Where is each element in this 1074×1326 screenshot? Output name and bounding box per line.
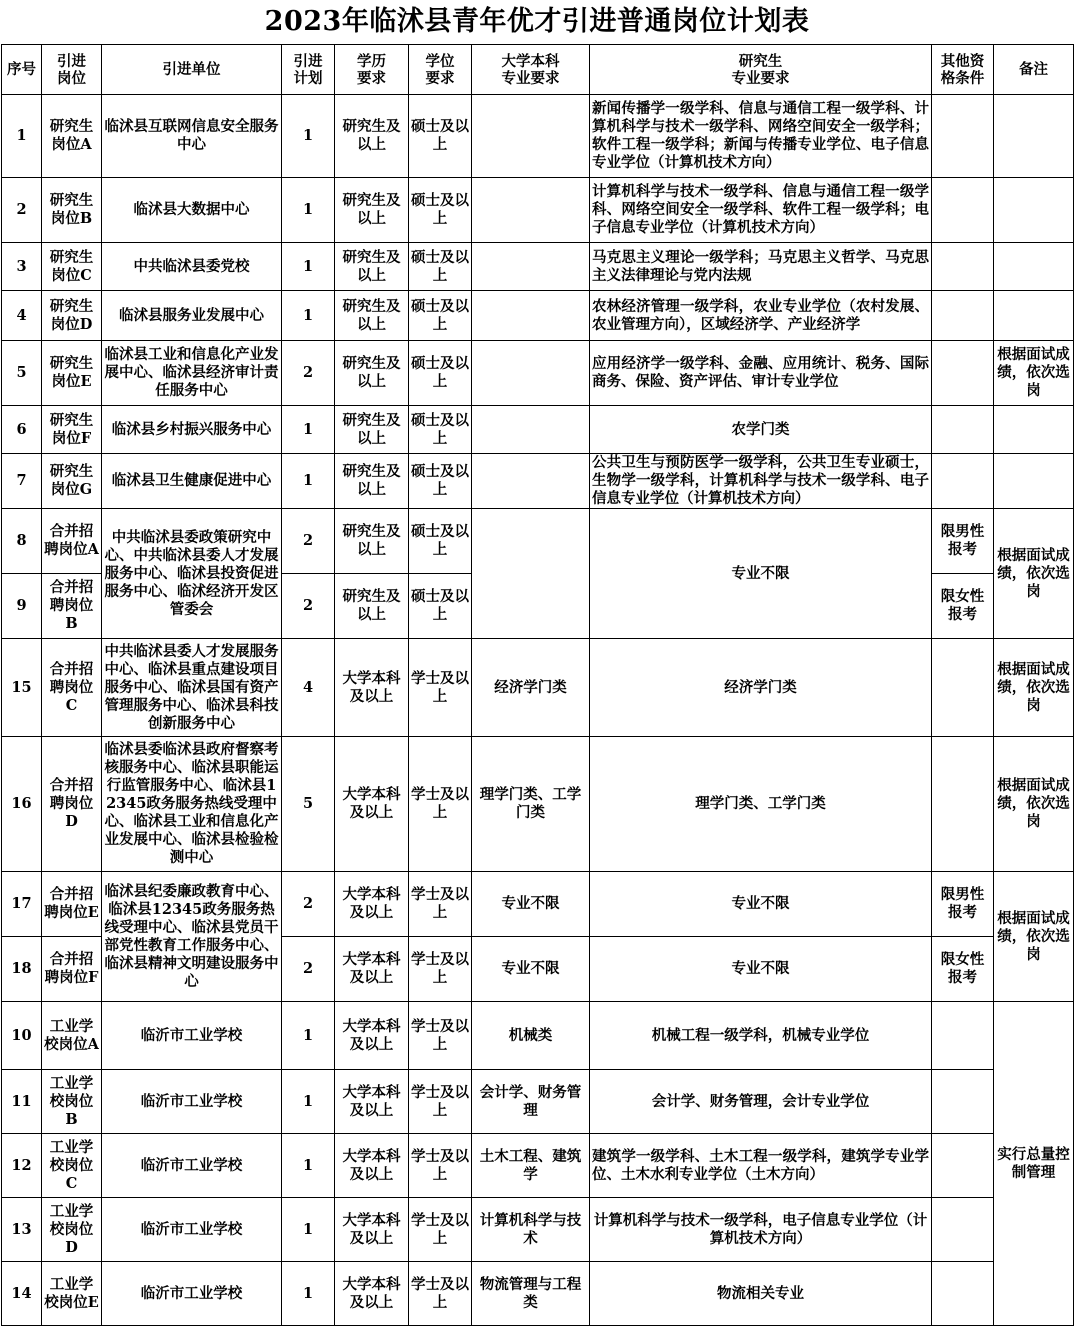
header-graduate: 研究生 专业要求 — [590, 45, 932, 95]
cell-plan: 1 — [282, 1262, 335, 1326]
cell-seq: 6 — [2, 406, 42, 454]
cell-seq: 11 — [2, 1070, 42, 1134]
cell-bachelor — [472, 406, 590, 454]
table-row — [2, 1262, 1074, 1326]
cell-degree: 学士及以上 — [409, 1134, 472, 1198]
cell-bachelor — [472, 95, 590, 178]
cell-unit: 临沭县服务业发展中心 — [102, 291, 282, 341]
cell-plan: 2 — [282, 937, 335, 1002]
cell-seq: 4 — [2, 291, 42, 341]
table-row — [2, 1002, 1074, 1070]
cell-other — [932, 95, 994, 178]
cell-other: 限男性报考 — [932, 872, 994, 937]
cell-unit: 临沂市工业学校 — [102, 1262, 282, 1326]
table-row — [2, 291, 1074, 341]
cell-seq: 5 — [2, 341, 42, 406]
cell-seq: 1 — [2, 95, 42, 178]
cell-unit: 临沭县委临沭县政府督察考核服务中心、临沭县职能运行监管服务中心、临沭县12345政务服务热线受理中心、临沭县工业和信息化产业发展中心、临沭县检验检测中心 — [102, 737, 282, 872]
cell-graduate: 公共卫生与预防医学一级学科，公共卫生专业硕士，生物学一级学科，计算机科学与技术一级学科、电子信息专业学位（计算机技术方向） — [590, 454, 932, 509]
cell-post: 研究生岗位D — [42, 291, 102, 341]
cell-other: 限男性报考 — [932, 509, 994, 574]
header-note: 备注 — [994, 45, 1074, 95]
cell-unit: 临沭县卫生健康促进中心 — [102, 454, 282, 509]
cell-graduate: 应用经济学一级学科、金融、应用统计、税务、国际商务、保险、资产评估、审计专业学位 — [590, 341, 932, 406]
cell-plan: 2 — [282, 872, 335, 937]
cell-post: 工业学校岗位D — [42, 1198, 102, 1262]
cell-edu: 研究生及以上 — [335, 178, 409, 243]
table-row — [2, 178, 1074, 243]
cell-degree: 学士及以上 — [409, 737, 472, 872]
table-row — [2, 95, 1074, 178]
cell-bachelor — [472, 509, 590, 639]
cell-post: 合并招聘岗位B — [42, 574, 102, 639]
cell-graduate: 专业不限 — [590, 872, 932, 937]
cell-post: 工业学校岗位C — [42, 1134, 102, 1198]
cell-note — [994, 291, 1074, 341]
cell-bachelor: 专业不限 — [472, 872, 590, 937]
cell-graduate: 农学门类 — [590, 406, 932, 454]
cell-other: 限女性报考 — [932, 937, 994, 1002]
cell-graduate: 建筑学一级学科、土木工程一级学科，建筑学专业学位、土木水利专业学位（土木方向） — [590, 1134, 932, 1198]
cell-post: 研究生岗位E — [42, 341, 102, 406]
cell-seq: 18 — [2, 937, 42, 1002]
cell-other — [932, 291, 994, 341]
header-other: 其他资 格条件 — [932, 45, 994, 95]
cell-degree: 硕士及以上 — [409, 509, 472, 574]
cell-note — [994, 95, 1074, 178]
cell-graduate: 计算机科学与技术一级学科，电子信息专业学位（计算机技术方向） — [590, 1198, 932, 1262]
cell-note: 实行总量控制管理 — [994, 1002, 1074, 1326]
cell-plan: 1 — [282, 1134, 335, 1198]
cell-post: 合并招聘岗位E — [42, 872, 102, 937]
cell-bachelor: 会计学、财务管理 — [472, 1070, 590, 1134]
cell-other — [932, 639, 994, 737]
cell-degree: 硕士及以上 — [409, 341, 472, 406]
cell-edu: 研究生及以上 — [335, 574, 409, 639]
cell-graduate: 经济学门类 — [590, 639, 932, 737]
cell-degree: 硕士及以上 — [409, 243, 472, 291]
table-row — [2, 509, 1074, 574]
cell-plan: 1 — [282, 243, 335, 291]
header-post: 引进 岗位 — [42, 45, 102, 95]
cell-other — [932, 1134, 994, 1198]
cell-post: 研究生岗位F — [42, 406, 102, 454]
cell-edu: 大学本科及以上 — [335, 1198, 409, 1262]
cell-unit: 临沂市工业学校 — [102, 1198, 282, 1262]
cell-degree: 硕士及以上 — [409, 291, 472, 341]
cell-note: 根据面试成绩，依次选岗 — [994, 341, 1074, 406]
cell-edu: 研究生及以上 — [335, 291, 409, 341]
cell-plan: 1 — [282, 454, 335, 509]
cell-seq: 9 — [2, 574, 42, 639]
cell-other — [932, 454, 994, 509]
cell-edu: 研究生及以上 — [335, 509, 409, 574]
cell-degree: 学士及以上 — [409, 639, 472, 737]
cell-other — [932, 243, 994, 291]
cell-plan: 1 — [282, 1002, 335, 1070]
plan-table — [1, 44, 1074, 1326]
table-row — [2, 406, 1074, 454]
cell-seq: 2 — [2, 178, 42, 243]
cell-other — [932, 406, 994, 454]
table-row — [2, 243, 1074, 291]
cell-edu: 大学本科及以上 — [335, 1262, 409, 1326]
cell-plan: 4 — [282, 639, 335, 737]
cell-post: 合并招聘岗位C — [42, 639, 102, 737]
cell-plan: 1 — [282, 178, 335, 243]
cell-post: 合并招聘岗位D — [42, 737, 102, 872]
cell-note: 根据面试成绩，依次选岗 — [994, 639, 1074, 737]
table-row — [2, 454, 1074, 509]
cell-post: 研究生岗位B — [42, 178, 102, 243]
cell-graduate: 农林经济管理一级学科，农业专业学位（农村发展、农业管理方向），区域经济学、产业经济学 — [590, 291, 932, 341]
cell-unit: 临沭县大数据中心 — [102, 178, 282, 243]
cell-edu: 大学本科及以上 — [335, 1134, 409, 1198]
cell-unit: 临沂市工业学校 — [102, 1002, 282, 1070]
cell-post: 合并招聘岗位A — [42, 509, 102, 574]
cell-plan: 5 — [282, 737, 335, 872]
cell-note: 根据面试成绩，依次选岗 — [994, 872, 1074, 1002]
cell-degree: 学士及以上 — [409, 1198, 472, 1262]
cell-other: 限女性报考 — [932, 574, 994, 639]
cell-plan: 2 — [282, 574, 335, 639]
cell-edu: 大学本科及以上 — [335, 737, 409, 872]
cell-bachelor: 机械类 — [472, 1002, 590, 1070]
cell-post: 工业学校岗位A — [42, 1002, 102, 1070]
cell-bachelor: 理学门类、工学门类 — [472, 737, 590, 872]
cell-degree: 学士及以上 — [409, 872, 472, 937]
cell-edu: 研究生及以上 — [335, 454, 409, 509]
cell-bachelor — [472, 454, 590, 509]
cell-graduate: 物流相关专业 — [590, 1262, 932, 1326]
cell-edu: 大学本科及以上 — [335, 937, 409, 1002]
cell-bachelor — [472, 178, 590, 243]
header-unit: 引进单位 — [102, 45, 282, 95]
cell-degree: 硕士及以上 — [409, 178, 472, 243]
cell-graduate: 机械工程一级学科，机械专业学位 — [590, 1002, 932, 1070]
header-bachelor: 大学本科 专业要求 — [472, 45, 590, 95]
cell-note — [994, 406, 1074, 454]
header-degree: 学位 要求 — [409, 45, 472, 95]
cell-bachelor: 专业不限 — [472, 937, 590, 1002]
cell-other — [932, 1070, 994, 1134]
cell-edu: 研究生及以上 — [335, 341, 409, 406]
cell-post: 工业学校岗位E — [42, 1262, 102, 1326]
cell-post: 合并招聘岗位F — [42, 937, 102, 1002]
cell-bachelor — [472, 291, 590, 341]
cell-bachelor: 经济学门类 — [472, 639, 590, 737]
cell-edu: 研究生及以上 — [335, 406, 409, 454]
cell-graduate: 会计学、财务管理，会计专业学位 — [590, 1070, 932, 1134]
cell-post: 工业学校岗位B — [42, 1070, 102, 1134]
table-row — [2, 1198, 1074, 1262]
cell-unit: 中共临沭县委党校 — [102, 243, 282, 291]
cell-note — [994, 454, 1074, 509]
cell-post: 研究生岗位G — [42, 454, 102, 509]
cell-degree: 硕士及以上 — [409, 406, 472, 454]
table-row — [2, 341, 1074, 406]
cell-seq: 13 — [2, 1198, 42, 1262]
cell-graduate: 新闻传播学一级学科、信息与通信工程一级学科、计算机科学与技术一级学科、网络空间安全一级学科；软件工程一级学科；新闻与传播专业学位、电子信息专业学位（计算机技术方向） — [590, 95, 932, 178]
page-title: 2023年临沭县青年优才引进普通岗位计划表 — [264, 6, 810, 37]
cell-graduate: 专业不限 — [590, 509, 932, 639]
cell-plan: 1 — [282, 1198, 335, 1262]
cell-bachelor — [472, 243, 590, 291]
cell-graduate: 专业不限 — [590, 937, 932, 1002]
cell-edu: 研究生及以上 — [335, 243, 409, 291]
cell-degree: 学士及以上 — [409, 1070, 472, 1134]
cell-plan: 2 — [282, 509, 335, 574]
table-row — [2, 1070, 1074, 1134]
cell-other — [932, 737, 994, 872]
cell-seq: 14 — [2, 1262, 42, 1326]
cell-unit: 中共临沭县委人才发展服务中心、临沭县重点建设项目服务中心、临沭县国有资产管理服务中心、临沭县科技创新服务中心 — [102, 639, 282, 737]
cell-edu: 研究生及以上 — [335, 95, 409, 178]
table-row — [2, 872, 1074, 937]
cell-degree: 学士及以上 — [409, 1002, 472, 1070]
cell-edu: 大学本科及以上 — [335, 872, 409, 937]
cell-other — [932, 178, 994, 243]
cell-other — [932, 1002, 994, 1070]
cell-note: 根据面试成绩，依次选岗 — [994, 509, 1074, 639]
cell-post: 研究生岗位A — [42, 95, 102, 178]
cell-note: 根据面试成绩，依次选岗 — [994, 737, 1074, 872]
cell-other — [932, 1262, 994, 1326]
header-seq: 序号 — [2, 45, 42, 95]
cell-edu: 大学本科及以上 — [335, 1002, 409, 1070]
cell-plan: 1 — [282, 95, 335, 178]
cell-note — [994, 178, 1074, 243]
cell-seq: 12 — [2, 1134, 42, 1198]
cell-bachelor: 物流管理与工程类 — [472, 1262, 590, 1326]
cell-unit: 中共临沭县委政策研究中心、中共临沭县委人才发展服务中心、临沭县投资促进服务中心、临沭经济开发区管委会 — [102, 509, 282, 639]
cell-degree: 学士及以上 — [409, 937, 472, 1002]
cell-other — [932, 341, 994, 406]
header-plan: 引进 计划 — [282, 45, 335, 95]
cell-seq: 17 — [2, 872, 42, 937]
header-edu: 学历 要求 — [335, 45, 409, 95]
cell-edu: 大学本科及以上 — [335, 639, 409, 737]
cell-unit: 临沭县互联网信息安全服务中心 — [102, 95, 282, 178]
cell-degree: 硕士及以上 — [409, 95, 472, 178]
cell-bachelor: 土木工程、建筑学 — [472, 1134, 590, 1198]
cell-degree: 硕士及以上 — [409, 454, 472, 509]
cell-graduate: 马克思主义理论一级学科；马克思主义哲学、马克思主义法律理论与党内法规 — [590, 243, 932, 291]
cell-seq: 16 — [2, 737, 42, 872]
cell-seq: 8 — [2, 509, 42, 574]
cell-plan: 1 — [282, 291, 335, 341]
cell-graduate: 计算机科学与技术一级学科、信息与通信工程一级学科、网络空间安全一级学科、软件工程一级学科；电子信息专业学位（计算机技术方向） — [590, 178, 932, 243]
cell-plan: 1 — [282, 1070, 335, 1134]
cell-seq: 15 — [2, 639, 42, 737]
table-row — [2, 1134, 1074, 1198]
cell-unit: 临沭县工业和信息化产业发展中心、临沭县经济审计责任服务中心 — [102, 341, 282, 406]
cell-unit: 临沭县乡村振兴服务中心 — [102, 406, 282, 454]
cell-note — [994, 243, 1074, 291]
cell-degree: 学士及以上 — [409, 1262, 472, 1326]
cell-degree: 硕士及以上 — [409, 574, 472, 639]
cell-post: 研究生岗位C — [42, 243, 102, 291]
cell-unit: 临沂市工业学校 — [102, 1134, 282, 1198]
table-row — [2, 639, 1074, 737]
cell-seq: 10 — [2, 1002, 42, 1070]
cell-edu: 大学本科及以上 — [335, 1070, 409, 1134]
cell-seq: 7 — [2, 454, 42, 509]
cell-unit: 临沂市工业学校 — [102, 1070, 282, 1134]
cell-graduate: 理学门类、工学门类 — [590, 737, 932, 872]
cell-plan: 1 — [282, 406, 335, 454]
table-row — [2, 737, 1074, 872]
cell-seq: 3 — [2, 243, 42, 291]
cell-plan: 2 — [282, 341, 335, 406]
cell-bachelor — [472, 341, 590, 406]
cell-bachelor: 计算机科学与技术 — [472, 1198, 590, 1262]
cell-other — [932, 1198, 994, 1262]
cell-unit: 临沭县纪委廉政教育中心、临沭县12345政务服务热线受理中心、临沭县党员干部党性教育工作服务中心、临沭县精神文明建设服务中心 — [102, 872, 282, 1002]
header-row — [2, 45, 1074, 95]
